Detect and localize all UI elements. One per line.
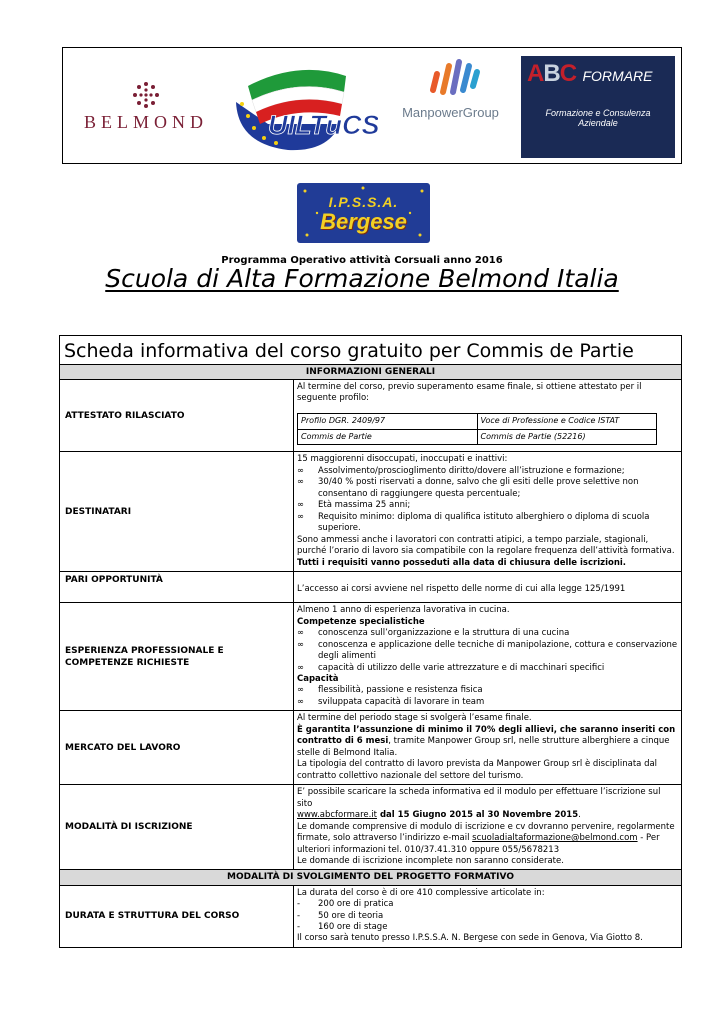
destinatari-requirement-note: Tutti i requisiti vanno posseduti alla data di chiusura delle iscrizioni.: [297, 557, 627, 568]
infinity-bullet-icon: ∞: [297, 477, 305, 488]
ipssa-name: Bergese: [320, 209, 407, 234]
email-link[interactable]: scuoladialtaformazione@belmond.com: [472, 833, 638, 844]
list-item: - 50 ore di teoria: [297, 910, 384, 921]
list-item: ∞ conoscenza e applicazione delle tecniche di manipolazione, cottura e conservazione degli alimenti: [297, 639, 678, 662]
list-item: ∞ Requisito minimo: diploma di qualifica istituto alberghiero o diploma di scuola superiore.: [297, 511, 650, 534]
abc-letter-c: C: [559, 60, 577, 87]
row-pari-opportunita: [60, 572, 682, 603]
label-esperienza: ESPERIENZA PROFESSIONALE E COMPETENZE RICHIESTE: [60, 603, 294, 711]
manpower-wordmark: ManpowerGroup: [402, 105, 499, 120]
list-item: ∞ sviluppata capacità di lavorare in team: [297, 696, 485, 707]
list-item: - 160 ore di stage: [297, 922, 388, 933]
list-item: ∞ 30/40 % posti riservati a donne, salvo che gli esiti delle prove selettive non consentano di raggiungere questa percentuale;: [297, 477, 639, 499]
partner-logos: [62, 47, 682, 164]
mercato-contract: La tipologia del contratto di lavoro prevista da Manpower Group srl è disciplinata dal contratto collettivo nazionale del settore del turismo.: [297, 759, 658, 781]
row-esperienza: [60, 603, 682, 711]
row-mercato: [60, 711, 682, 785]
infinity-bullet-icon: ∞: [297, 696, 305, 707]
abc-letter-b: B: [543, 60, 560, 87]
label-mercato: MERCATO DEL LAVORO: [60, 711, 294, 785]
infinity-bullet-icon: ∞: [297, 500, 305, 511]
durata-location: Il corso sarà tenuto presso I.P.S.S.A. N. Bergese con sede in Genova, Via Giotto 8.: [297, 933, 643, 944]
capacita-heading: Capacità: [297, 673, 339, 684]
label-durata: DURATA E STRUTTURA DEL CORSO: [60, 885, 294, 947]
iscrizione-site-line: www.abcformare.it dal 15 Giugno 2015 al 30 Novembre 2015.: [297, 810, 581, 821]
label-iscrizione: MODALITÀ DI ISCRIZIONE: [60, 785, 294, 870]
competenze-heading: Competenze specialistiche: [297, 616, 425, 627]
infinity-bullet-icon: ∞: [297, 639, 305, 650]
destinatari-intro: 15 maggiorenni disoccupati, inoccupati e inattivi:: [297, 454, 508, 465]
pari-text: L’accesso ai corsi avviene nel rispetto delle norme di cui alla legge 125/1991: [294, 572, 682, 603]
row-destinatari: [60, 452, 682, 572]
belmond-emblem-icon: [131, 80, 161, 110]
program-subtitle: Programma Operativo attività Corsuali anno 2016: [221, 255, 503, 266]
abc-letter-a: A: [527, 60, 544, 87]
infinity-bullet-icon: ∞: [297, 628, 305, 639]
uiltucs-logo: [228, 54, 378, 158]
profile-table: [297, 413, 657, 446]
row-durata: [60, 885, 682, 947]
manpower-mark-icon: [421, 56, 481, 98]
iscrizione-line3: Le domande di iscrizione incomplete non saranno considerate.: [297, 856, 564, 866]
profile-cell-dgr: Commis de Partie: [298, 429, 478, 445]
abc-formare-word: FORMARE: [582, 68, 653, 84]
list-item: ∞ Assolvimento/proscioglimento diritto/dovere all’istruzione e formazione;: [297, 465, 625, 476]
label-destinatari: DESTINATARI: [60, 452, 294, 572]
list-item: ∞ capacità di utilizzo delle varie attrezzature e di macchinari specifici: [297, 662, 605, 673]
list-item: - 200 ore di pratica: [297, 899, 394, 910]
profile-head-dgr: Profilo DGR. 2409/97: [298, 413, 478, 429]
mercato-line1: Al termine del periodo stage si svolgerà l’esame finale.: [297, 713, 532, 724]
profile-cell-istat: Commis de Partie (52216): [477, 429, 657, 445]
list-item: ∞ flessibilità, passione e resistenza fisica: [297, 685, 483, 696]
attestato-intro: Al termine del corso, previo superamento esame finale, si ottiene attestato per il seguente profilo:: [297, 381, 642, 404]
page-title: Scuola di Alta Formazione Belmond Italia: [105, 264, 619, 293]
abc-formare-logo: [521, 56, 675, 158]
infinity-bullet-icon: ∞: [297, 685, 305, 696]
row-attestato: [60, 379, 682, 452]
label-pari-opportunita: PARI OPPORTUNITÀ: [60, 572, 294, 603]
section-general-info: INFORMAZIONI GENERALI: [60, 364, 682, 379]
course-info-table: [59, 335, 682, 948]
website-link[interactable]: www.abcformare.it: [297, 810, 378, 821]
list-item: ∞ Età massima 25 anni;: [297, 500, 411, 511]
infinity-bullet-icon: ∞: [297, 662, 305, 673]
infinity-bullet-icon: ∞: [297, 511, 305, 522]
uiltucs-emblem-icon: [228, 54, 378, 158]
ipssa-acronym: I.P.S.S.A.: [328, 194, 399, 210]
manpower-logo: [393, 56, 508, 156]
abc-tagline: Formazione e Consulenza Aziendale: [545, 108, 651, 128]
durata-intro: La durata del corso è di ore 410 complessive articolate in:: [297, 887, 545, 898]
infinity-bullet-icon: ∞: [297, 465, 305, 476]
section-mode: MODALITÀ DI SVOLGIMENTO DEL PROGETTO FORMATIVO: [60, 870, 682, 885]
list-item: ∞ conoscenza sull’organizzazione e la struttura di una cucina: [297, 628, 570, 639]
profile-head-istat: Voce di Professione e Codice ISTAT: [477, 413, 657, 429]
label-attestato: ATTESTATO RILASCIATO: [60, 379, 294, 452]
belmond-wordmark: BELMOND: [84, 112, 208, 132]
esperienza-intro: Almeno 1 anno di esperienza lavorativa in cucina.: [297, 605, 510, 616]
destinatari-note: Sono ammessi anche i lavoratori con contratti atipici, a tempo parziale, stagionali, purché l’orario di lavoro sia compatibile con la regolare frequenza dell’attività formativa.: [297, 534, 675, 557]
iscrizione-line1: E’ possibile scaricare la scheda informativa ed il modulo per effettuare l’iscrizione sul sito: [297, 787, 661, 809]
uiltucs-wordmark: UILTuCS: [268, 110, 378, 140]
mercato-guarantee: È garantita l’assunzione di minimo il 70% degli allievi, che saranno inseriti con contratto di 6 mesi, tramite Manpower Group srl, nelle strutture alberghiere a cinque stelle di Belmond Italia.: [297, 724, 676, 758]
row-iscrizione: [60, 785, 682, 870]
iscrizione-line2: Le domande comprensive di modulo di iscrizione e cv dovranno pervenire, regolarmente firmate, solo attraverso l’indirizzo e-mail scuoladialtaformazione@belmond.com - Per ulteriori informazioni tel. 010/37.41.310 oppure 055/5678213: [297, 821, 675, 855]
belmond-logo: [71, 80, 221, 142]
sheet-title: Scheda informativa del corso gratuito per Commis de Partie: [60, 336, 682, 365]
ipssa-bergese-logo: [297, 183, 430, 243]
